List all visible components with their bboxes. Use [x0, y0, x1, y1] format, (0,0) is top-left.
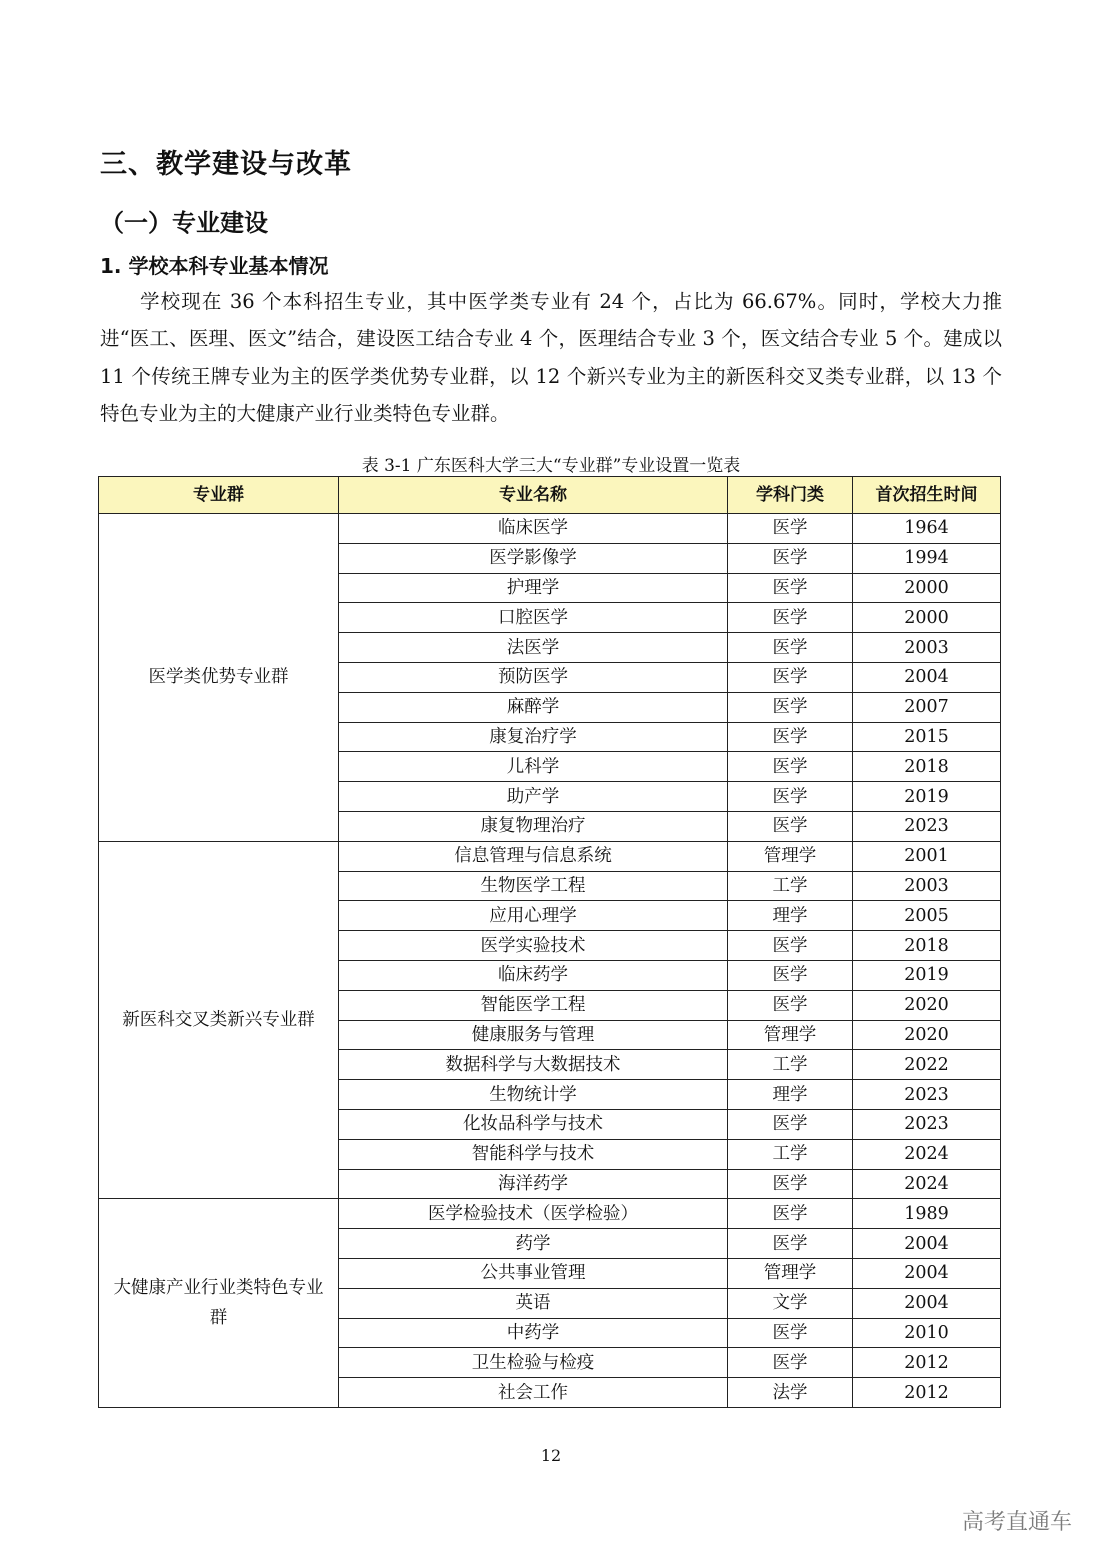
first-enrollment-year-cell: 2018: [853, 931, 1001, 961]
discipline-cell: 医学: [728, 603, 853, 633]
table-header-row: [99, 477, 1001, 514]
major-name-cell: 公共事业管理: [339, 1258, 728, 1288]
discipline-cell: 医学: [728, 633, 853, 663]
discipline-cell: 医学: [728, 752, 853, 782]
first-enrollment-year-cell: 2007: [853, 692, 1001, 722]
header-cell: 专业群: [99, 477, 339, 514]
first-enrollment-year-cell: 2020: [853, 990, 1001, 1020]
first-enrollment-year-cell: 2023: [853, 1109, 1001, 1139]
discipline-cell: 文学: [728, 1288, 853, 1318]
group-name-cell: 医学类优势专业群: [99, 514, 339, 842]
section-heading: 三、教学建设与改革: [100, 149, 352, 180]
major-name-cell: 医学影像学: [339, 543, 728, 573]
major-name-cell: 医学实验技术: [339, 931, 728, 961]
discipline-cell: 医学: [728, 1199, 853, 1229]
discipline-cell: 医学: [728, 662, 853, 692]
major-name-cell: 药学: [339, 1229, 728, 1259]
first-enrollment-year-cell: 2000: [853, 603, 1001, 633]
discipline-cell: 医学: [728, 960, 853, 990]
first-enrollment-year-cell: 2019: [853, 960, 1001, 990]
first-enrollment-year-cell: 2005: [853, 901, 1001, 931]
major-name-cell: 助产学: [339, 782, 728, 812]
major-name-cell: 法医学: [339, 633, 728, 663]
first-enrollment-year-cell: 1964: [853, 514, 1001, 544]
header-cell: 首次招生时间: [853, 477, 1001, 514]
major-name-cell: 儿科学: [339, 752, 728, 782]
major-name-cell: 智能科学与技术: [339, 1139, 728, 1169]
majors-table: [98, 476, 1001, 1408]
first-enrollment-year-cell: 2020: [853, 1020, 1001, 1050]
first-enrollment-year-cell: 2015: [853, 722, 1001, 752]
major-name-cell: 康复物理治疗: [339, 811, 728, 841]
major-name-cell: 智能医学工程: [339, 990, 728, 1020]
subsubsection-heading: 1. 学校本科专业基本情况: [100, 254, 329, 278]
major-name-cell: 社会工作: [339, 1378, 728, 1408]
discipline-cell: 工学: [728, 871, 853, 901]
discipline-cell: 管理学: [728, 1258, 853, 1288]
header-cell: 专业名称: [339, 477, 728, 514]
first-enrollment-year-cell: 2019: [853, 782, 1001, 812]
first-enrollment-year-cell: 2004: [853, 1288, 1001, 1318]
first-enrollment-year-cell: 2010: [853, 1318, 1001, 1348]
discipline-cell: 医学: [728, 722, 853, 752]
major-name-cell: 信息管理与信息系统: [339, 841, 728, 871]
discipline-cell: 工学: [728, 1139, 853, 1169]
major-name-cell: 卫生检验与检疫: [339, 1348, 728, 1378]
first-enrollment-year-cell: 2003: [853, 871, 1001, 901]
discipline-cell: 医学: [728, 573, 853, 603]
major-name-cell: 康复治疗学: [339, 722, 728, 752]
intro-paragraph: 学校现在 36 个本科招生专业，其中医学类专业有 24 个，占比为 66.67%。同时，学校大力推进“医工、医理、医文”结合，建设医工结合专业 4 个，医理结合专业 3 个，医文结合专业 5 个。建成以 11 个传统王牌专业为主的医学类优势专业群，以 12 个新兴专业为主的新医科交叉类专业群，以 13 个特色专业为主的大健康产业行业类特色专业群。: [100, 290, 1002, 425]
group-name-cell: 新医科交叉类新兴专业群: [99, 841, 339, 1199]
table-row: [99, 841, 1001, 871]
first-enrollment-year-cell: 2003: [853, 633, 1001, 663]
major-name-cell: 医学检验技术（医学检验）: [339, 1199, 728, 1229]
major-name-cell: 应用心理学: [339, 901, 728, 931]
discipline-cell: 医学: [728, 1348, 853, 1378]
major-name-cell: 麻醉学: [339, 692, 728, 722]
discipline-cell: 法学: [728, 1378, 853, 1408]
first-enrollment-year-cell: 2023: [853, 811, 1001, 841]
discipline-cell: 医学: [728, 1318, 853, 1348]
discipline-cell: 医学: [728, 1109, 853, 1139]
first-enrollment-year-cell: 2001: [853, 841, 1001, 871]
major-name-cell: 预防医学: [339, 662, 728, 692]
first-enrollment-year-cell: 2022: [853, 1050, 1001, 1080]
header-cell: 学科门类: [728, 477, 853, 514]
major-name-cell: 生物医学工程: [339, 871, 728, 901]
first-enrollment-year-cell: 2024: [853, 1139, 1001, 1169]
table-body: [99, 514, 1001, 1408]
first-enrollment-year-cell: 2023: [853, 1080, 1001, 1110]
first-enrollment-year-cell: 2018: [853, 752, 1001, 782]
subsection-heading: （一）专业建设: [100, 209, 268, 237]
group-name-cell: 大健康产业行业类特色专业群: [99, 1199, 339, 1408]
major-name-cell: 海洋药学: [339, 1169, 728, 1199]
major-name-cell: 数据科学与大数据技术: [339, 1050, 728, 1080]
discipline-cell: 医学: [728, 1169, 853, 1199]
discipline-cell: 医学: [728, 543, 853, 573]
first-enrollment-year-cell: 1989: [853, 1199, 1001, 1229]
discipline-cell: 管理学: [728, 1020, 853, 1050]
discipline-cell: 医学: [728, 990, 853, 1020]
discipline-cell: 医学: [728, 931, 853, 961]
page-number: 12: [540, 1446, 562, 1465]
major-name-cell: 临床医学: [339, 514, 728, 544]
major-name-cell: 中药学: [339, 1318, 728, 1348]
major-name-cell: 化妆品科学与技术: [339, 1109, 728, 1139]
major-name-cell: 英语: [339, 1288, 728, 1318]
first-enrollment-year-cell: 2012: [853, 1378, 1001, 1408]
discipline-cell: 管理学: [728, 841, 853, 871]
table-caption: 表 3-1 广东医科大学三大“专业群”专业设置一览表: [361, 456, 741, 476]
first-enrollment-year-cell: 1994: [853, 543, 1001, 573]
first-enrollment-year-cell: 2004: [853, 1229, 1001, 1259]
discipline-cell: 医学: [728, 1229, 853, 1259]
first-enrollment-year-cell: 2012: [853, 1348, 1001, 1378]
major-name-cell: 口腔医学: [339, 603, 728, 633]
discipline-cell: 工学: [728, 1050, 853, 1080]
first-enrollment-year-cell: 2004: [853, 1258, 1001, 1288]
discipline-cell: 医学: [728, 811, 853, 841]
watermark: 高考直通车: [961, 1510, 1072, 1535]
major-name-cell: 护理学: [339, 573, 728, 603]
discipline-cell: 医学: [728, 692, 853, 722]
first-enrollment-year-cell: 2000: [853, 573, 1001, 603]
discipline-cell: 理学: [728, 1080, 853, 1110]
major-name-cell: 临床药学: [339, 960, 728, 990]
table-row: [99, 1199, 1001, 1229]
discipline-cell: 医学: [728, 514, 853, 544]
table-row: [99, 514, 1001, 544]
major-name-cell: 生物统计学: [339, 1080, 728, 1110]
discipline-cell: 理学: [728, 901, 853, 931]
first-enrollment-year-cell: 2024: [853, 1169, 1001, 1199]
major-name-cell: 健康服务与管理: [339, 1020, 728, 1050]
first-enrollment-year-cell: 2004: [853, 662, 1001, 692]
discipline-cell: 医学: [728, 782, 853, 812]
